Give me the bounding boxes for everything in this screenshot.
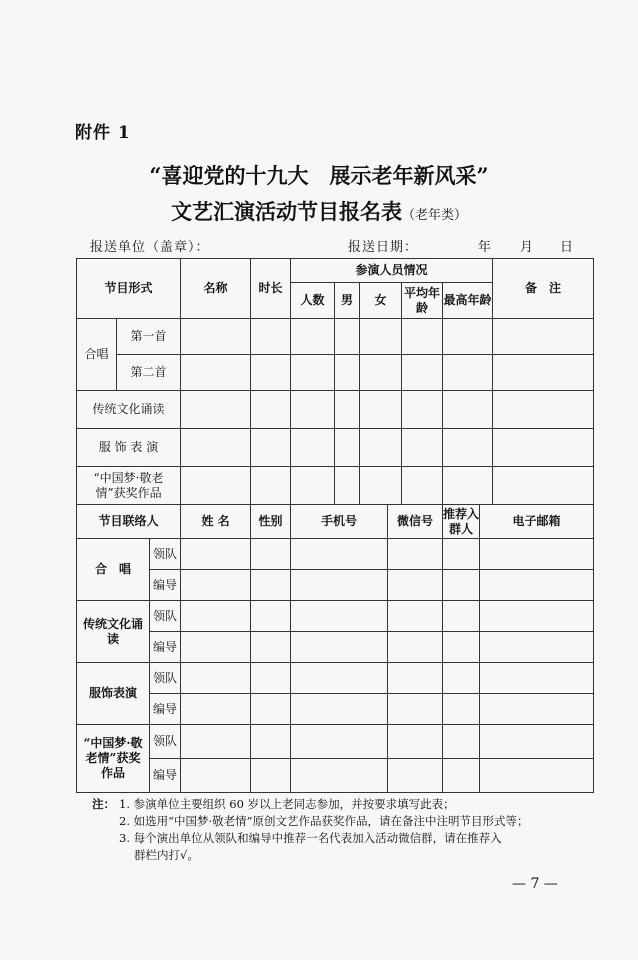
col-name: 名称 <box>181 259 251 319</box>
director-label: 编导 <box>150 759 181 793</box>
col-wechat: 微信号 <box>388 505 443 539</box>
col-avg-age: 平均年龄 <box>402 283 443 319</box>
table-row <box>77 694 594 725</box>
row-award: “中国梦·敬老情”获奖作品 <box>77 467 181 505</box>
leader-label: 领队 <box>150 725 181 759</box>
table-row <box>77 570 594 601</box>
table-row <box>77 632 594 663</box>
date-day: 日 <box>560 240 575 255</box>
row-fashion: 服 饰 表 演 <box>77 429 181 467</box>
col-phone: 手机号 <box>291 505 388 539</box>
contact-award: “中国梦·敬老情”获奖作品 <box>77 725 150 793</box>
col-contact: 节目联络人 <box>77 505 181 539</box>
date-year: 年 <box>478 240 493 255</box>
col-notes: 备 注 <box>493 259 594 319</box>
date-month: 月 <box>520 240 535 255</box>
note-2: 2. 如选用“中国梦·敬老情”原创文艺作品获奖作品，请在备注中注明节目形式等； <box>119 814 529 828</box>
leader-label: 领队 <box>150 601 181 632</box>
page-number: — 7 — <box>512 876 558 892</box>
table-row <box>77 601 594 632</box>
date-label: 报送日期： <box>348 240 419 255</box>
contact-recitation: 传统文化诵 读 <box>77 601 150 663</box>
unit-label: 报送单位（盖章）： <box>90 240 210 255</box>
col-contact-name: 姓 名 <box>181 505 251 539</box>
note-3-cont: 群栏内打√。 <box>134 848 199 862</box>
leader-label: 领队 <box>150 539 181 570</box>
row-recitation: 传统文化诵读 <box>77 391 181 429</box>
table-row <box>77 429 594 467</box>
table-row <box>77 467 594 505</box>
note-3: 3. 每个演出单位从领队和编导中推荐一名代表加入活动微信群，请在推荐入 <box>119 831 502 845</box>
note-1: 1. 参演单位主要组织 60 岁以上老同志参加，并按要求填写此表； <box>119 797 455 811</box>
registration-table <box>76 258 594 793</box>
table-row <box>77 355 594 391</box>
col-male: 男 <box>335 283 360 319</box>
director-label: 编导 <box>150 632 181 663</box>
row-chorus-song2: 第二首 <box>117 355 181 391</box>
col-max-age: 最高年龄 <box>443 283 493 319</box>
col-recommend: 推荐入群人 <box>443 505 480 539</box>
col-participants: 参演人员情况 <box>291 259 493 283</box>
col-duration: 时长 <box>251 259 291 319</box>
row-chorus: 合唱 <box>77 319 117 391</box>
title-line2 <box>0 196 638 226</box>
col-email: 电子邮箱 <box>480 505 594 539</box>
col-form: 节目形式 <box>77 259 181 319</box>
director-label: 编导 <box>150 694 181 725</box>
row-chorus-song1: 第一首 <box>117 319 181 355</box>
table-row <box>77 725 594 759</box>
title-line1: “喜迎党的十九大 展示老年新风采” <box>149 163 489 188</box>
col-count: 人数 <box>291 283 335 319</box>
col-gender: 性别 <box>251 505 291 539</box>
col-female: 女 <box>360 283 402 319</box>
leader-label: 领队 <box>150 663 181 694</box>
title-main: 文艺汇演活动节目报名表 <box>170 199 402 224</box>
table-row <box>77 319 594 355</box>
contact-chorus: 合 唱 <box>77 539 150 601</box>
director-label: 编导 <box>150 570 181 601</box>
table-row <box>77 759 594 793</box>
table-row <box>77 539 594 570</box>
notes-prefix: 注： <box>92 797 115 811</box>
table-row <box>77 391 594 429</box>
table-row <box>77 663 594 694</box>
contact-fashion: 服饰表演 <box>77 663 150 725</box>
title-suffix: （老年类） <box>401 208 467 223</box>
attachment-label: 附件 1 <box>75 123 131 143</box>
